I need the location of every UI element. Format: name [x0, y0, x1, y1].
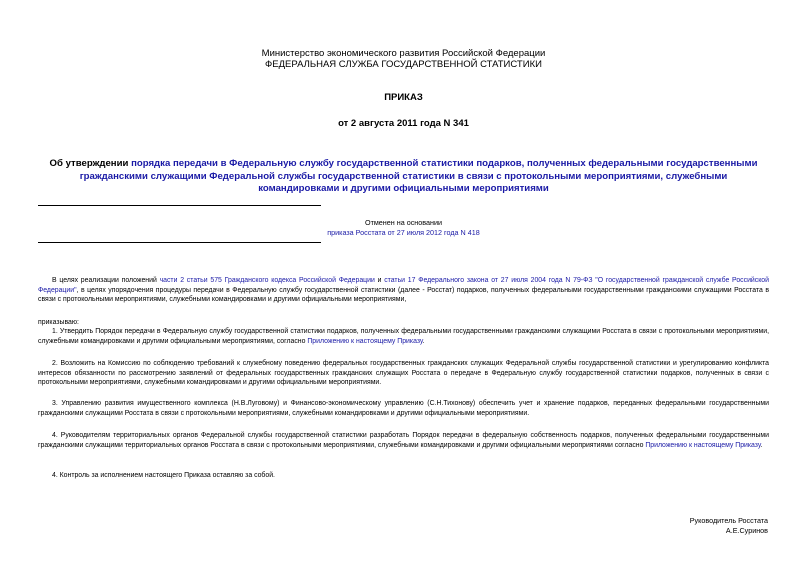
title-prefix: Об утверждении [49, 158, 132, 169]
order-word: приказываю: [38, 319, 79, 326]
divider-top [38, 205, 321, 206]
title-link[interactable]: порядка передачи в Федеральную службу государственной статистики подарков, полученных федеральными государственными гражданскими служащими Федеральной службы государственной статистики в связи с протокольными мероприятиями, служебными командировками и другими официальными мероприятиями [79, 158, 758, 194]
preamble-link-civil-code[interactable]: части 2 статьи 575 Гражданского кодекса Российской Федерации [159, 277, 375, 284]
signature-position: Руководитель Росстата [689, 516, 768, 525]
preamble-text-3: , в целях упорядочения процедуры передачи в Федеральную службу государственной статистики (далее - Росстат) подарков, полученных федеральными государственными гражданскими служащими Росстата в связи с протокольными мероприятиями, служебными командировками и другими официальными мероприятиями, [38, 286, 769, 303]
service-name: ФЕДЕРАЛЬНАЯ СЛУЖБА ГОСУДАРСТВЕННОЙ СТАТИСТИКИ [265, 59, 542, 70]
ministry-name: Министерство экономического развития Российской Федерации [261, 48, 546, 59]
preamble-paragraph [38, 276, 769, 305]
status-line: Отменен на основании [364, 218, 442, 227]
order-item-3: 3. Управлению развития имущественного комплекса (Н.В.Луговому) и Финансово-экономическому управлению (С.Н.Тихонову) обеспечить учет и хранение подарков, переданных федеральными государственными гражданскими служащими Росстата в связи с протокольными мероприятиями, служебными командировками и другими официальными мероприятиями. [38, 400, 769, 417]
signature-name: А.Е.Суринов [725, 526, 768, 535]
preamble-link-federal-law[interactable]: статьи 17 Федерального закона от 27 июля 2004 года N 79-ФЗ "О государственной гражданской службе Российской Федерации" [38, 277, 769, 294]
status-link[interactable]: приказа Росстата от 27 июля 2012 года N 418 [327, 228, 480, 237]
document-title [38, 158, 769, 196]
order-item-2: 2. Возложить на Комиссию по соблюдению требований к служебному поведению федеральных государственных гражданских служащих Федеральной службы государственной статистики и урегулированию конфликта интересов обязанности по рассмотрению заявлений от федеральных государственных гражданских служащих Росстата о передаче в Федеральную службу государственной статистики подарков, полученных в связи с протокольными мероприятиями, служебными командировками и другими официальными мероприятиями. [38, 360, 769, 386]
item-4-text: 4. Руководителям территориальных органов Федеральной службы государственной статистики разработать Порядок передачи в федеральную собственность подарков, полученных федеральными государственными гражданскими служащими территориальных органов Росстата в связи с протокольными мероприятиями, служебными командировками и другими официальными мероприятиями согласно [38, 432, 769, 449]
order-item-4 [38, 431, 769, 450]
order-item-1 [38, 327, 769, 346]
preamble-text-2: и [374, 277, 385, 284]
preamble-text-1: В целях реализации положений [52, 277, 160, 284]
document-type: ПРИКАЗ [384, 92, 423, 103]
item-4-end: . [760, 441, 763, 449]
document-date-number: от 2 августа 2011 года N 341 [338, 118, 469, 129]
divider-bottom [38, 242, 321, 243]
order-item-5: 4. Контроль за исполнением настоящего Приказа оставляю за собой. [52, 472, 275, 479]
item-1-end: . [422, 337, 425, 345]
item-1-text: 1. Утвердить Порядок передачи в Федеральную службу государственной статистики подарков, полученных федеральными государственными гражданскими служащими Росстата в связи с протокольными мероприятиями, служебными командировками и другими официальными мероприятиями, согласно [38, 328, 769, 345]
item-4-appendix-link[interactable]: Приложению к настоящему Приказу [645, 441, 761, 449]
item-1-appendix-link[interactable]: Приложению к настоящему Приказу [307, 337, 423, 345]
